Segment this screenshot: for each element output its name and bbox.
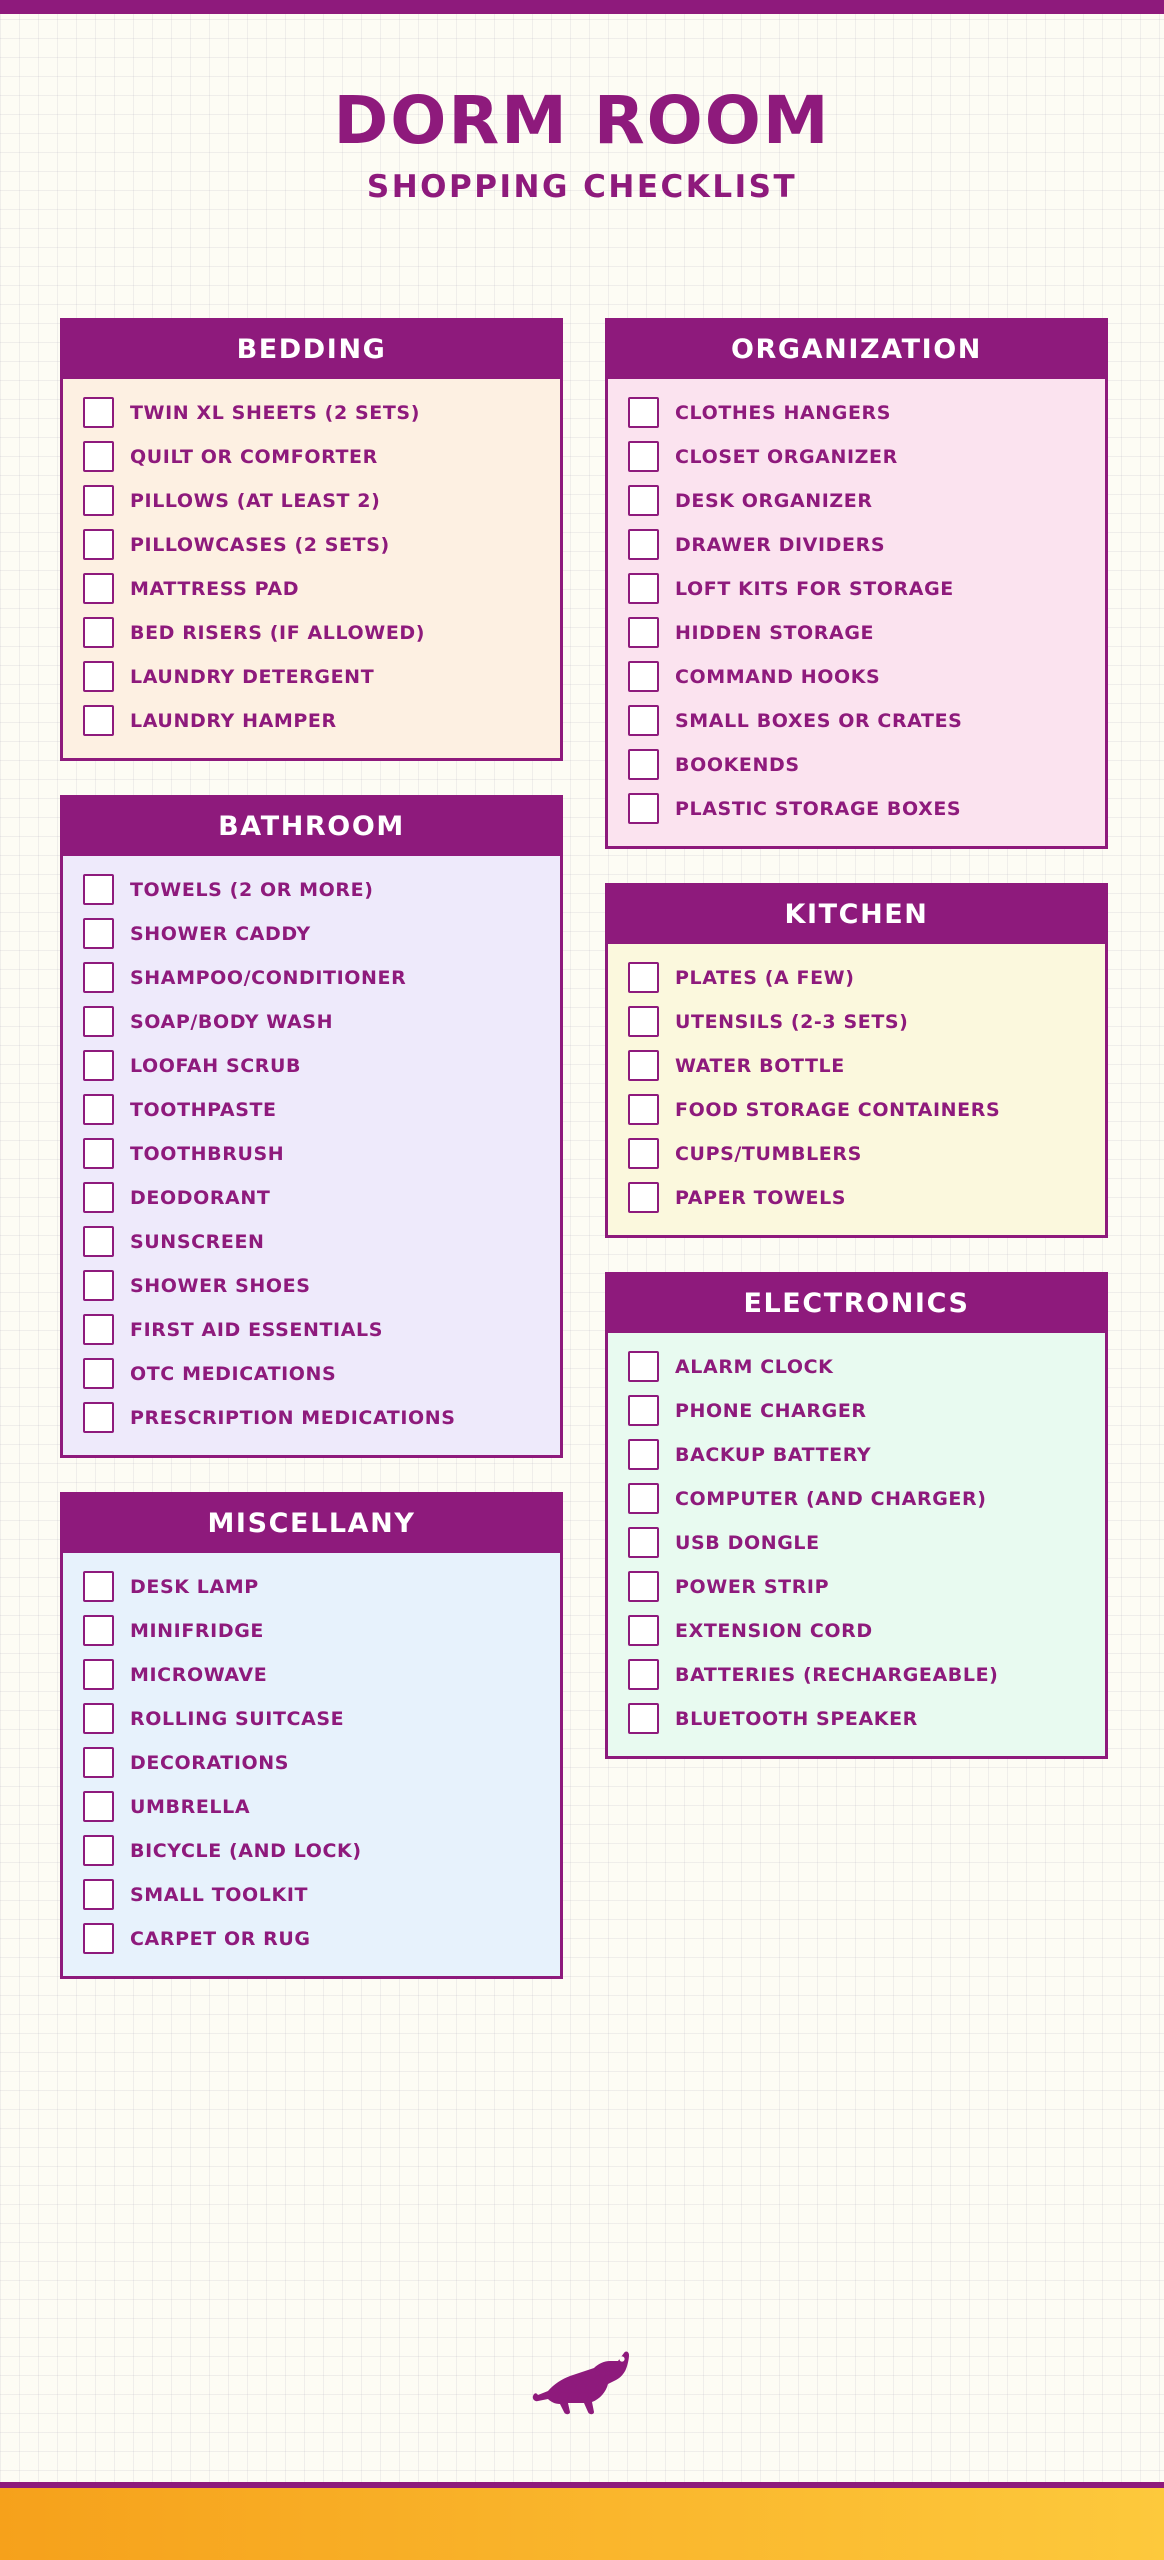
list-item-label: MATTRESS PAD — [130, 577, 300, 600]
list-item[interactable] — [628, 1182, 1085, 1213]
checkbox-icon[interactable] — [83, 1879, 114, 1910]
list-item[interactable] — [628, 617, 1085, 648]
list-item-label: CLOSET ORGANIZER — [675, 445, 898, 468]
list-item[interactable] — [83, 1791, 540, 1822]
list-item[interactable] — [83, 397, 540, 428]
list-item[interactable] — [628, 1351, 1085, 1382]
card-title: KITCHEN — [608, 886, 1105, 944]
checkbox-icon[interactable] — [83, 1050, 114, 1081]
checkbox-icon[interactable] — [83, 1615, 114, 1646]
list-item-label: LAUNDRY HAMPER — [130, 709, 337, 732]
checkbox-icon[interactable] — [83, 1270, 114, 1301]
checkbox-icon[interactable] — [83, 1703, 114, 1734]
list-item[interactable] — [628, 573, 1085, 604]
list-item[interactable] — [83, 617, 540, 648]
list-item-label: SHAMPOO/CONDITIONER — [130, 966, 407, 989]
card-title: ELECTRONICS — [608, 1275, 1105, 1333]
card-item-list — [63, 379, 560, 758]
checkbox-icon[interactable] — [628, 485, 659, 516]
list-item-label: ROLLING SUITCASE — [130, 1707, 345, 1730]
running-dog-icon — [530, 2346, 634, 2416]
list-item-label: LOFT KITS FOR STORAGE — [675, 577, 954, 600]
checklist-card — [605, 318, 1108, 849]
list-item[interactable] — [83, 1314, 540, 1345]
checkbox-icon[interactable] — [628, 1006, 659, 1037]
page-title: DORM ROOM — [333, 82, 831, 159]
list-item-label: USB DONGLE — [675, 1531, 820, 1554]
list-item[interactable] — [628, 793, 1085, 824]
list-item-label: CLOTHES HANGERS — [675, 401, 892, 424]
list-item-label: CARPET OR RUG — [130, 1927, 311, 1950]
list-item[interactable] — [628, 1094, 1085, 1125]
checkbox-icon[interactable] — [628, 1703, 659, 1734]
checklist-card — [60, 1492, 563, 1979]
checkbox-icon[interactable] — [83, 918, 114, 949]
checkbox-icon[interactable] — [83, 1226, 114, 1257]
checkbox-icon[interactable] — [83, 529, 114, 560]
list-item-label: PLASTIC STORAGE BOXES — [675, 797, 962, 820]
checkbox-icon[interactable] — [83, 1923, 114, 1954]
card-title: ORGANIZATION — [608, 321, 1105, 379]
checkbox-icon[interactable] — [628, 573, 659, 604]
list-item[interactable] — [83, 918, 540, 949]
list-item-label: BED RISERS (IF ALLOWED) — [130, 621, 426, 644]
checkbox-icon[interactable] — [83, 397, 114, 428]
list-item-label: BICYCLE (AND LOCK) — [130, 1839, 362, 1862]
checkbox-icon[interactable] — [628, 617, 659, 648]
checkbox-icon[interactable] — [83, 661, 114, 692]
checklist-card — [60, 795, 563, 1458]
checkbox-icon[interactable] — [83, 617, 114, 648]
list-item-label: LAUNDRY DETERGENT — [130, 665, 375, 688]
list-item[interactable] — [83, 1703, 540, 1734]
list-item[interactable] — [83, 1138, 540, 1169]
list-item[interactable] — [628, 1703, 1085, 1734]
checklist-card — [605, 1272, 1108, 1759]
list-item[interactable] — [628, 749, 1085, 780]
checkbox-icon[interactable] — [628, 793, 659, 824]
checkbox-icon[interactable] — [83, 1006, 114, 1037]
list-item[interactable] — [628, 1483, 1085, 1514]
list-item[interactable] — [628, 1050, 1085, 1081]
card-title: BATHROOM — [63, 798, 560, 856]
checkbox-icon[interactable] — [83, 1835, 114, 1866]
list-item[interactable] — [83, 962, 540, 993]
bottom-gradient-bar — [0, 2488, 1164, 2560]
checkbox-icon[interactable] — [628, 529, 659, 560]
checkbox-icon[interactable] — [83, 1314, 114, 1345]
list-item[interactable] — [83, 1747, 540, 1778]
list-item-label: PLATES (A FEW) — [675, 966, 855, 989]
list-item[interactable] — [628, 1659, 1085, 1690]
list-item[interactable] — [628, 397, 1085, 428]
checkbox-icon[interactable] — [628, 1571, 659, 1602]
checkbox-icon[interactable] — [628, 1182, 659, 1213]
list-item[interactable] — [83, 1182, 540, 1213]
list-item-label: SMALL TOOLKIT — [130, 1883, 309, 1906]
list-item[interactable] — [83, 573, 540, 604]
list-item-label: EXTENSION CORD — [675, 1619, 873, 1642]
card-item-list — [608, 944, 1105, 1235]
list-item[interactable] — [628, 1615, 1085, 1646]
list-item[interactable] — [628, 1138, 1085, 1169]
list-item-label: HIDDEN STORAGE — [675, 621, 875, 644]
card-item-list — [608, 1333, 1105, 1756]
list-item[interactable] — [628, 962, 1085, 993]
list-item[interactable] — [83, 1226, 540, 1257]
checkbox-icon[interactable] — [83, 1402, 114, 1433]
list-item-label: UTENSILS (2-3 SETS) — [675, 1010, 909, 1033]
list-item[interactable] — [83, 705, 540, 736]
list-item-label: PRESCRIPTION MEDICATIONS — [130, 1406, 456, 1429]
list-item-label: COMMAND HOOKS — [675, 665, 881, 688]
list-item-label: QUILT OR COMFORTER — [130, 445, 378, 468]
footer-logo — [0, 2346, 1164, 2420]
list-item-label: DECORATIONS — [130, 1751, 290, 1774]
list-item[interactable] — [83, 1358, 540, 1389]
list-item-label: PAPER TOWELS — [675, 1186, 847, 1209]
top-accent-bar — [0, 0, 1164, 14]
list-item-label: BACKUP BATTERY — [675, 1443, 872, 1466]
list-item-label: PILLOWS (AT LEAST 2) — [130, 489, 381, 512]
checkbox-icon[interactable] — [83, 1571, 114, 1602]
list-item-label: SMALL BOXES OR CRATES — [675, 709, 963, 732]
list-item[interactable] — [83, 1094, 540, 1125]
list-item[interactable] — [83, 1571, 540, 1602]
card-title: MISCELLANY — [63, 1495, 560, 1553]
list-item-label: CUPS/TUMBLERS — [675, 1142, 862, 1165]
checkbox-icon[interactable] — [628, 1094, 659, 1125]
list-item-label: MICROWAVE — [130, 1663, 268, 1686]
checkbox-icon[interactable] — [83, 1094, 114, 1125]
list-item[interactable] — [628, 1006, 1085, 1037]
list-item-label: COMPUTER (AND CHARGER) — [675, 1487, 987, 1510]
list-item[interactable] — [628, 661, 1085, 692]
list-item[interactable] — [83, 1050, 540, 1081]
list-item[interactable] — [83, 1006, 540, 1037]
checklist-card — [605, 883, 1108, 1238]
checkbox-icon[interactable] — [83, 1747, 114, 1778]
list-item[interactable] — [628, 1395, 1085, 1426]
checkbox-icon[interactable] — [83, 1358, 114, 1389]
checkbox-icon[interactable] — [628, 1659, 659, 1690]
list-item[interactable] — [83, 1835, 540, 1866]
list-item-label: LOOFAH SCRUB — [130, 1054, 302, 1077]
list-item-label: ALARM CLOCK — [675, 1355, 834, 1378]
checklist-card — [60, 318, 563, 761]
list-item[interactable] — [83, 485, 540, 516]
card-item-list — [63, 1553, 560, 1976]
list-item[interactable] — [83, 441, 540, 472]
checkbox-icon[interactable] — [628, 441, 659, 472]
checkbox-icon[interactable] — [83, 441, 114, 472]
checkbox-icon[interactable] — [628, 962, 659, 993]
checkbox-icon[interactable] — [83, 1138, 114, 1169]
list-item-label: POWER STRIP — [675, 1575, 830, 1598]
list-item[interactable] — [83, 1270, 540, 1301]
list-item-label: DEODORANT — [130, 1186, 271, 1209]
checkbox-icon[interactable] — [628, 661, 659, 692]
checkbox-icon[interactable] — [628, 1351, 659, 1382]
checkbox-icon[interactable] — [628, 1615, 659, 1646]
checkbox-icon[interactable] — [83, 1182, 114, 1213]
list-item[interactable] — [628, 1571, 1085, 1602]
list-item-label: TWIN XL SHEETS (2 SETS) — [130, 401, 420, 424]
checkbox-icon[interactable] — [628, 1395, 659, 1426]
list-item-label: DESK ORGANIZER — [675, 489, 873, 512]
list-item-label: SHOWER CADDY — [130, 922, 311, 945]
list-item-label: DESK LAMP — [130, 1575, 259, 1598]
page-title-block — [0, 82, 1164, 206]
checkbox-icon[interactable] — [83, 874, 114, 905]
checkbox-icon[interactable] — [628, 749, 659, 780]
left-column — [60, 318, 563, 1979]
list-item[interactable] — [628, 705, 1085, 736]
list-item-label: PHONE CHARGER — [675, 1399, 867, 1422]
checkbox-icon[interactable] — [83, 705, 114, 736]
checkbox-icon[interactable] — [83, 962, 114, 993]
checkbox-icon[interactable] — [628, 1439, 659, 1470]
list-item-label: SOAP/BODY WASH — [130, 1010, 334, 1033]
list-item-label: TOOTHBRUSH — [130, 1142, 285, 1165]
checklist-columns — [60, 318, 1108, 1979]
list-item[interactable] — [83, 1402, 540, 1433]
list-item[interactable] — [628, 529, 1085, 560]
list-item-label: SHOWER SHOES — [130, 1274, 311, 1297]
checkbox-icon[interactable] — [83, 573, 114, 604]
list-item-label: DRAWER DIVIDERS — [675, 533, 886, 556]
list-item[interactable] — [628, 1527, 1085, 1558]
list-item[interactable] — [83, 1923, 540, 1954]
card-title: BEDDING — [63, 321, 560, 379]
list-item[interactable] — [83, 529, 540, 560]
checkbox-icon[interactable] — [83, 485, 114, 516]
list-item[interactable] — [83, 1879, 540, 1910]
list-item[interactable] — [628, 485, 1085, 516]
list-item-label: BLUETOOTH SPEAKER — [675, 1707, 918, 1730]
card-item-list — [608, 379, 1105, 846]
list-item-label: BATTERIES (RECHARGEABLE) — [675, 1663, 999, 1686]
page-subtitle: SHOPPING CHECKLIST — [366, 169, 798, 206]
list-item-label: MINIFRIDGE — [130, 1619, 264, 1642]
list-item[interactable] — [83, 1659, 540, 1690]
checkbox-icon[interactable] — [628, 397, 659, 428]
list-item-label: UMBRELLA — [130, 1795, 251, 1818]
list-item[interactable] — [628, 441, 1085, 472]
list-item[interactable] — [83, 874, 540, 905]
checkbox-icon[interactable] — [628, 705, 659, 736]
checkbox-icon[interactable] — [83, 1659, 114, 1690]
list-item-label: PILLOWCASES (2 SETS) — [130, 533, 390, 556]
list-item-label: OTC MEDICATIONS — [130, 1362, 337, 1385]
list-item[interactable] — [83, 1615, 540, 1646]
list-item-label: FIRST AID ESSENTIALS — [130, 1318, 383, 1341]
list-item[interactable] — [628, 1439, 1085, 1470]
list-item-label: TOOTHPASTE — [130, 1098, 277, 1121]
checkbox-icon[interactable] — [628, 1527, 659, 1558]
right-column — [605, 318, 1108, 1759]
checkbox-icon[interactable] — [83, 1791, 114, 1822]
checkbox-icon[interactable] — [628, 1483, 659, 1514]
card-item-list — [63, 856, 560, 1455]
list-item-label: SUNSCREEN — [130, 1230, 265, 1253]
list-item[interactable] — [83, 661, 540, 692]
list-item-label: FOOD STORAGE CONTAINERS — [675, 1098, 1001, 1121]
list-item-label: BOOKENDS — [675, 753, 800, 776]
checkbox-icon[interactable] — [628, 1138, 659, 1169]
list-item-label: TOWELS (2 OR MORE) — [130, 878, 374, 901]
checkbox-icon[interactable] — [628, 1050, 659, 1081]
list-item-label: WATER BOTTLE — [675, 1054, 845, 1077]
